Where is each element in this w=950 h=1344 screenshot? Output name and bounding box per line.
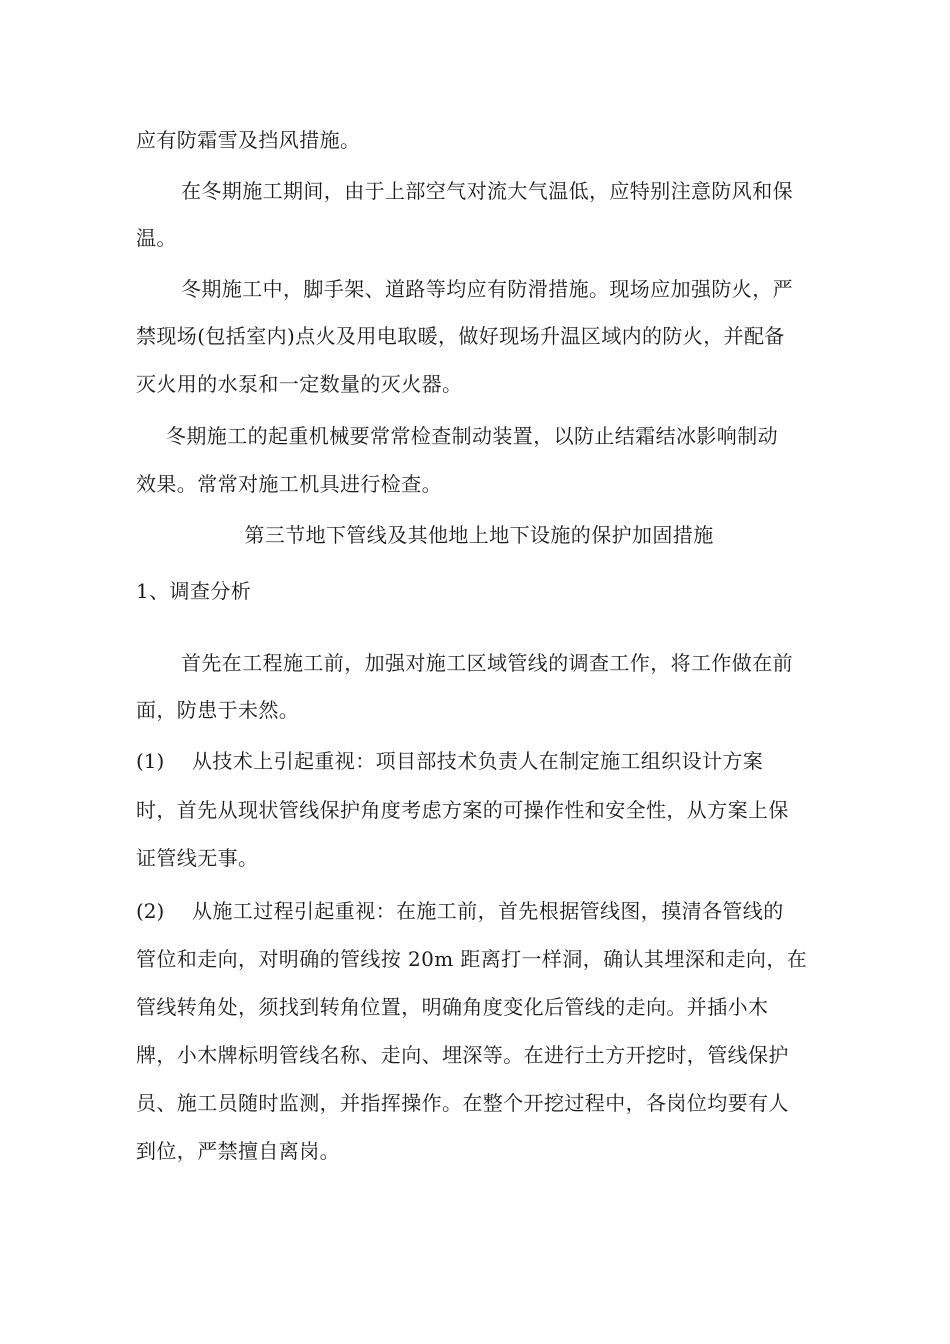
text-line: 效果。常常对施工机具进行检查。 (136, 472, 442, 496)
text-line: 在冬期施工期间，由于上部空气对流大气温低，应特别注意防风和保 (181, 179, 793, 203)
text-line: 灭火用的水泵和一定数量的灭火器。 (136, 372, 463, 396)
text-line: 冬期施工中，脚手架、道路等均应有防滑措施。现场应加强防火，严 (181, 277, 793, 301)
text-line: 从技术上引起重视：项目部技术负责人在制定施工组织设计方案 (192, 749, 764, 773)
list-number: (1) (136, 749, 165, 773)
subsection-heading: 1、调查分析 (136, 579, 252, 603)
text-line: 禁现场(包括室内)点火及用电取暖，做好现场升温区域内的防火，并配备 (136, 324, 785, 348)
text-line: 管位和走向，对明确的管线按 20m 距离打一样洞，确认其埋深和走向，在 (136, 947, 808, 971)
list-number: (2) (136, 899, 165, 923)
text-line: 时，首先从现状管线保护角度考虑方案的可操作性和安全性，从方案上保 (136, 798, 789, 822)
text-line: 到位，严禁擅自离岗。 (136, 1139, 340, 1163)
text-line: 面，防患于未然。 (136, 698, 300, 722)
text-line: 温。 (136, 226, 177, 250)
text-line: 牌，小木牌标明管线名称、走向、埋深等。在进行土方开挖时，管线保护 (136, 1043, 789, 1067)
section-heading: 第三节地下管线及其他地上地下设施的保护加固措施 (244, 523, 714, 547)
text-line: 从施工过程引起重视：在施工前，首先根据管线图，摸清各管线的 (192, 899, 784, 923)
text-line: 员、施工员随时监测，并指挥操作。在整个开挖过程中，各岗位均要有人 (136, 1091, 789, 1115)
text-line: 管线转角处，须找到转角位置，明确角度变化后管线的走向。并插小木 (136, 995, 769, 1019)
text-line: 首先在工程施工前，加强对施工区域管线的调查工作，将工作做在前 (181, 651, 793, 675)
text-line: 冬期施工的起重机械要常常检查制动装置，以防止结霜结冰影响制动 (166, 424, 778, 448)
text-line: 应有防霜雪及挡风措施。 (136, 128, 361, 152)
text-line: 证管线无事。 (136, 846, 259, 870)
